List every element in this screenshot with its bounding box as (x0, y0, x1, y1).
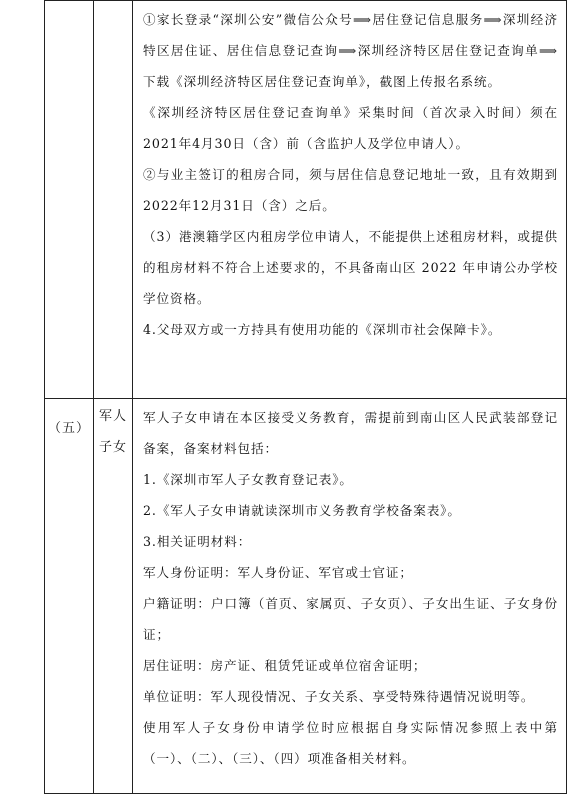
paragraph: ②与业主签订的租房合同，须与居住信息登记地址一致，且有效期到2022年12月31日（含）之后。 (143, 167, 558, 213)
paragraph: 使用军人子女身份申请学位时应根据自身实际情况参照上表中第（一）、（二）、（三）、（四）项准备相关材料。 (143, 720, 558, 766)
table-row (45, 1, 567, 399)
paragraph: 2.《军人子女申请就读深圳市义务教育学校备案表》。 (143, 503, 461, 518)
paragraph: 军人身份证明：军人身份证、军官或士官证； (143, 565, 413, 580)
row-category-cell (94, 1, 133, 399)
paragraph: 居住证明：房产证、租赁凭证或单位宿舍证明； (143, 658, 427, 673)
paragraph: 1.《深圳市军人子女教育登记表》。 (143, 472, 353, 487)
paragraph: 户籍证明：户口簿（首页、家属页、子女页）、子女出生证、子女身份证； (143, 596, 558, 642)
paragraph: 军人子女申请在本区接受义务教育，需提前到南山区人民武装部登记备案，备案材料包括： (143, 410, 558, 456)
policy-table (44, 0, 567, 794)
paragraph: 单位证明：军人现役情况、子女关系、享受特殊待遇情况说明等。 (143, 689, 535, 704)
row-category: 军人子女 (99, 409, 128, 455)
row-category (94, 1, 132, 3)
row-content-cell (133, 399, 567, 794)
paragraph: 《深圳经济特区居住登记查询单》采集时间（首次录入时间）须在2021年4月30日（含）前（含监护人及学位申请人）。 (143, 105, 558, 151)
paragraph: 3.相关证明材料： (143, 534, 252, 549)
row-number: （五） (47, 421, 90, 436)
paragraph: （3）港澳籍学区内租房学位申请人，不能提供上述租房材料，或提供的租房材料不符合上述要求的，不具备南山区 2022 年申请公办学校学位资格。 (143, 229, 558, 306)
row-number-cell (45, 1, 94, 399)
table-row (45, 399, 567, 794)
row-number-cell (45, 399, 94, 794)
row-content-cell (133, 1, 567, 399)
paragraph: 4.父母双方或一方持具有使用功能的《深圳市社会保障卡》。 (143, 322, 502, 337)
paragraph: ①家长登录“深圳公安”微信公众号⟹居住登记信息服务⟹深圳经济特区居住证、居住信息登记查询⟹深圳经济特区居住登记查询单⟹下载《深圳经济特区居住登记查询单》，截图上传报名系统。 (143, 12, 558, 89)
row-category-cell (94, 399, 133, 794)
